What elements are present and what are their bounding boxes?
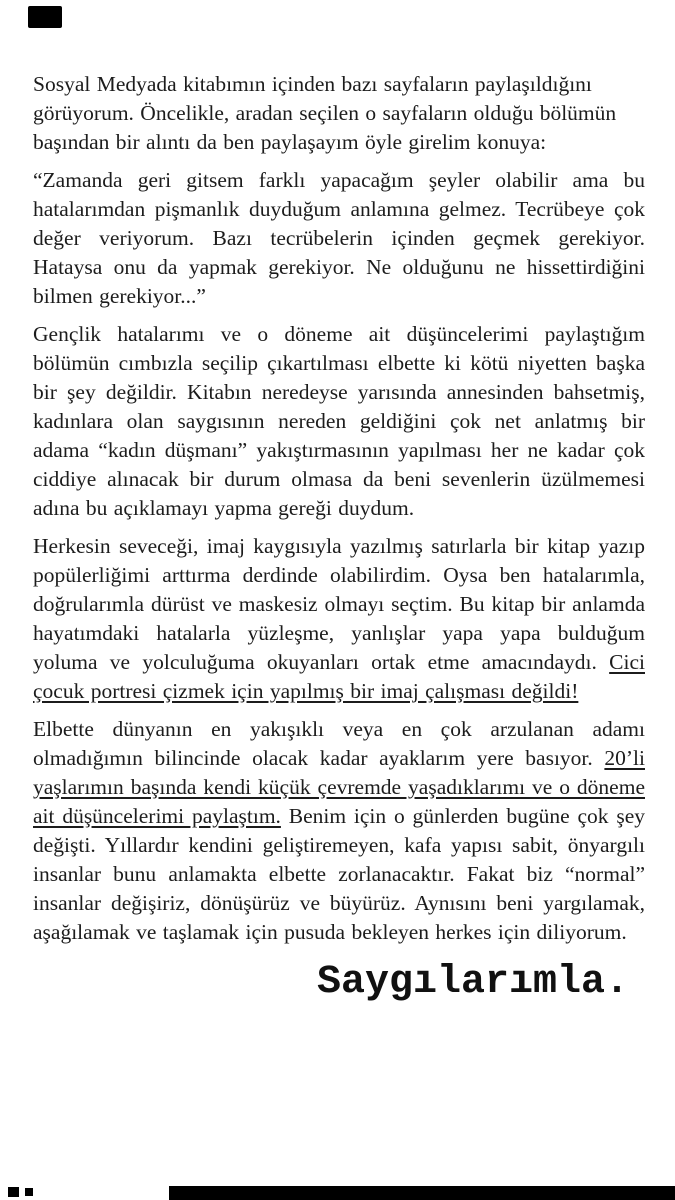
paragraph-book-quote	[33, 166, 645, 311]
redaction-mark-bottom-left-1	[8, 1187, 19, 1197]
paragraph-intro	[33, 70, 645, 157]
underlined-text: 20’li yaşlarımın başında kendi küçük çevremde yaşadıklarımı ve o döneme ait düşüncelerimi paylaştım.	[33, 746, 645, 828]
redaction-mark-bottom-left-2	[25, 1188, 33, 1196]
redaction-bar-top-left	[28, 6, 62, 28]
text-segment: Sosyal Medyada kitabımın içinden bazı sayfaların paylaşıldığını görüyorum. Öncelikle, aradan seçilen o sayfaların olduğu bölümün başından bir alıntı da ben paylaşayım öyle girelim konuya:	[33, 72, 617, 154]
statement-text	[33, 70, 645, 1005]
signature: Saygılarımla.	[316, 960, 629, 1005]
paragraph-explanation	[33, 320, 645, 523]
text-segment: Elbette dünyanın en yakışıklı veya en çok arzulanan adamı olmadığımın bilincinde olacak kadar ayaklarım yere basıyor.	[33, 717, 645, 770]
text-segment: Herkesin seveceği, imaj kaygısıyla yazılmış satırlarla bir kitap yazıp popülerliğimi arttırma derdinde olabilirdim. Oysa ben hatalarımla, doğrularımla dürüst ve maskesiz olmayı seçtim. Bu kitap bir anlamda hayatımdaki hatalarla yüzleşme, yanlışlar yapa yapa bulduğum yoluma ve yolculuğuma okuyanları ortak etme amacındaydı.	[33, 534, 645, 674]
text-segment: Gençlik hatalarımı ve o döneme ait düşüncelerimi paylaştığım bölümün cımbızla seçilip çıkartılması elbette ki kötü niyetten başka bir şey değildir. Kitabın neredeyse yarısında annesinden bahsetmiş, kadınlara olan saygısının nereden geldiğini çok net anlatmış bir adama “kadın düşmanı” yakıştırmasının yapılması her ne kadar çok ciddiye alınacak bir durum olmasa da beni sevenlerin üzülmemesi adına bu açıklamayı yapma gereği duydum.	[33, 322, 645, 520]
underlined-text: Cici çocuk portresi çizmek için yapılmış bir imaj çalışması değildi!	[33, 650, 645, 703]
paragraph-closing	[33, 715, 645, 947]
text-segment: “Zamanda geri gitsem farklı yapacağım şeyler olabilir ama bu hatalarımdan pişmanlık duyduğum anlamına gelmez. Tecrübeye çok değer veriyorum. Bazı tecrübelerin içinden geçmek gerekiyor. Hataysa onu da yapmak gerekiyor. Ne olduğunu ne hissettirdiğini bilmen gerekiyor...”	[33, 168, 645, 308]
paragraph-honesty	[33, 532, 645, 706]
text-segment: Benim için o günlerden bugüne çok şey değişti. Yıllardır kendini geliştiremeyen, kafa yapısı sabit, önyargılı insanlar bunu anlamakta elbette zorlanacaktır. Fakat biz “normal” insanlar değişiriz, dönüşürüz ve büyürüz. Aynısını beni yargılamak, aşağılamak ve taşlamak için pusuda bekleyen herkes için diliyorum.	[33, 804, 645, 944]
redaction-bar-bottom	[169, 1186, 675, 1200]
